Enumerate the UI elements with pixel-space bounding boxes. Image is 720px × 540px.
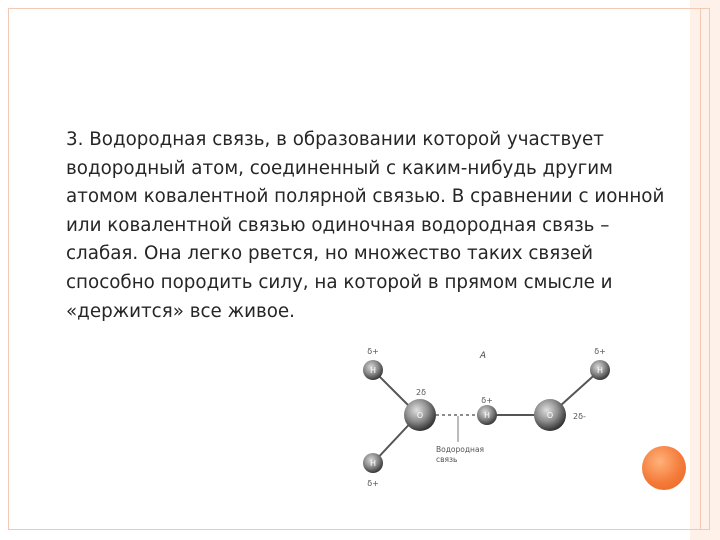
charge-label: 2δ-	[573, 412, 586, 421]
atom-label: H	[369, 366, 377, 375]
atom-label: H	[483, 411, 491, 420]
hydrogen-bond-label: Водородная	[436, 445, 485, 454]
charge-label: δ+	[594, 347, 606, 356]
charge-label: 2δ	[416, 388, 426, 397]
slide-body-text: 3. Водородная связь, в образовании которой участвует водородный атом, соединенный с каким-нибудь другим атомом ковалентной полярной связью. В сравнении с ионной или ковалентной связью одиночная водородная связь – слабая. Она легко рвется, но множество таких связей способно породить силу, на которой в прямом смысле и «держится» все живое.	[66, 129, 665, 322]
charge-label: δ+	[367, 347, 379, 356]
atom-label: O	[546, 411, 554, 420]
charge-label: δ+	[367, 479, 379, 488]
panel-label: A	[479, 351, 487, 361]
hydrogen-bond-diagram	[330, 340, 610, 490]
decorative-orange-circle	[642, 446, 686, 490]
atom-label: O	[416, 411, 424, 420]
atom-label: H	[369, 459, 377, 468]
charge-label: δ+	[481, 396, 493, 405]
hydrogen-bond-label: связь	[436, 455, 458, 464]
atom-label: H	[596, 366, 604, 375]
